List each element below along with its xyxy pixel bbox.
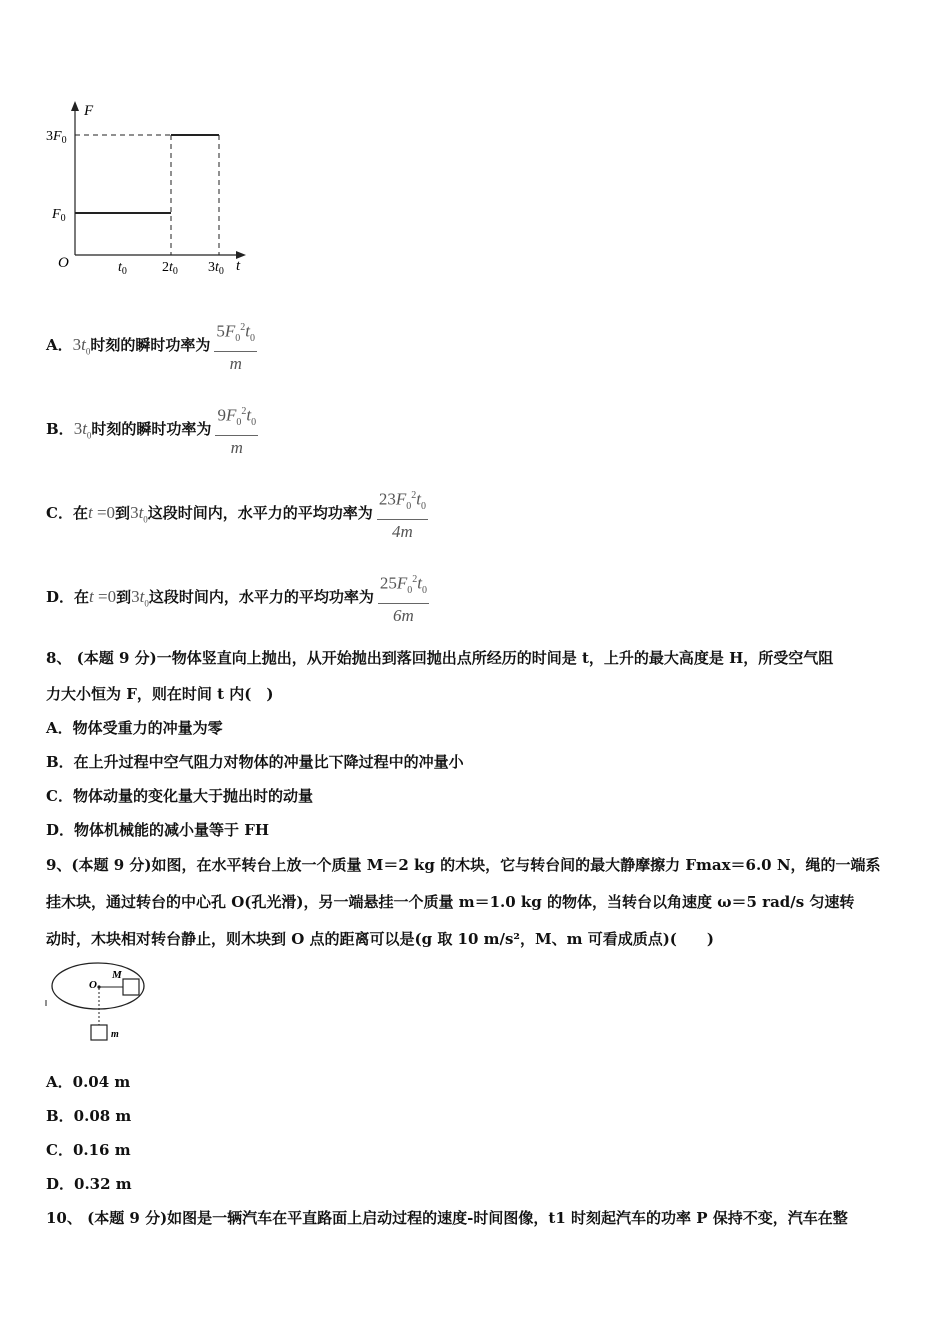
- force-time-graph: [40, 95, 260, 285]
- turntable-figure: [42, 958, 162, 1048]
- q7-option-d: D．在t =0到$3t_0$这段时间内，水平力的平均功率为 $\frac{25F_0^2t_0}{6m}$: [46, 570, 429, 626]
- x-tick-2t0: $2t_0$: [162, 260, 178, 277]
- q7-option-b: B．$3t_0$时刻的瞬时功率为 $\frac{9F_0^2t_0}{m}$: [46, 402, 258, 458]
- y-tick-3F0: $3F_0$: [46, 129, 67, 146]
- q8-stem-line1: 8、 (本题 9 分)一物体竖直向上抛出，从开始抛出到落回抛出点所经历的时间是 t，上升的最大高度是 H，所受空气阻: [46, 649, 834, 667]
- x-axis-label: t: [236, 258, 241, 274]
- q9-option-c: C．0.16 m: [46, 1141, 131, 1159]
- block-M: [123, 979, 139, 995]
- q9-stem-line1: 9、(本题 9 分)如图，在水平转台上放一个质量 M＝2 kg 的木块，它与转台间的最大静摩擦力 Fmax＝6.0 N，绳的一端系: [46, 856, 881, 874]
- fraction: $\frac{23F_0^2t_0}{4m}$: [377, 486, 428, 542]
- q7-option-c: C．在t =0到$3t_0$这段时间内，水平力的平均功率为 $\frac{23F_0^2t_0}{4m}$: [46, 486, 428, 542]
- q8-stem-line2: 力大小恒为 F，则在时间 t 内( ): [46, 685, 274, 703]
- fraction: $\frac{5F_0^2t_0}{m}$: [214, 318, 257, 374]
- x-tick-t0: $t_0$: [118, 260, 127, 277]
- q9-stem-line3: 动时，木块相对转台静止，则木块到 O 点的距离可以是(g 取 10 m/s²，M、m 可看成质点)( ): [46, 930, 714, 948]
- y-tick-F0: $F_0$: [52, 207, 66, 224]
- label-O: O: [89, 979, 97, 991]
- q7-option-a: A．$3t_0$时刻的瞬时功率为 $\frac{5F_0^2t_0}{m}$: [46, 318, 257, 374]
- label-M: M: [112, 969, 122, 981]
- q8-option-c: C．物体动量的变化量大于抛出时的动量: [46, 787, 313, 805]
- q10-stem-line1: 10、 (本题 9 分)如图是一辆汽车在平直路面上启动过程的速度-时间图像，t1 时刻起汽车的功率 P 保持不变，汽车在整: [46, 1209, 848, 1227]
- fraction: $\frac{9F_0^2t_0}{m}$: [215, 402, 258, 458]
- q8-option-b: B．在上升过程中空气阻力对物体的冲量比下降过程中的冲量小: [46, 753, 464, 771]
- label-m: m: [111, 1029, 119, 1040]
- q8-option-d: D．物体机械能的减小量等于 FH: [46, 821, 270, 839]
- q9-option-b: B．0.08 m: [46, 1107, 132, 1125]
- q9-stem-line2: 挂木块，通过转台的中心孔 O(孔光滑)，另一端悬挂一个质量 m＝1.0 kg 的物体，当转台以角速度 ω＝5 rad/s 匀速转: [46, 893, 855, 911]
- y-axis-arrow: [71, 101, 79, 111]
- x-tick-3t0: $3t_0$: [208, 260, 224, 277]
- y-axis-label: F: [84, 103, 94, 119]
- q9-option-a: A．0.04 m: [46, 1073, 131, 1091]
- block-m: [91, 1025, 107, 1040]
- fraction: $\frac{25F_0^2t_0}{6m}$: [378, 570, 429, 626]
- q8-option-a: A．物体受重力的冲量为零: [46, 719, 223, 737]
- q9-option-d: D．0.32 m: [46, 1175, 132, 1193]
- origin-label: O: [58, 255, 69, 271]
